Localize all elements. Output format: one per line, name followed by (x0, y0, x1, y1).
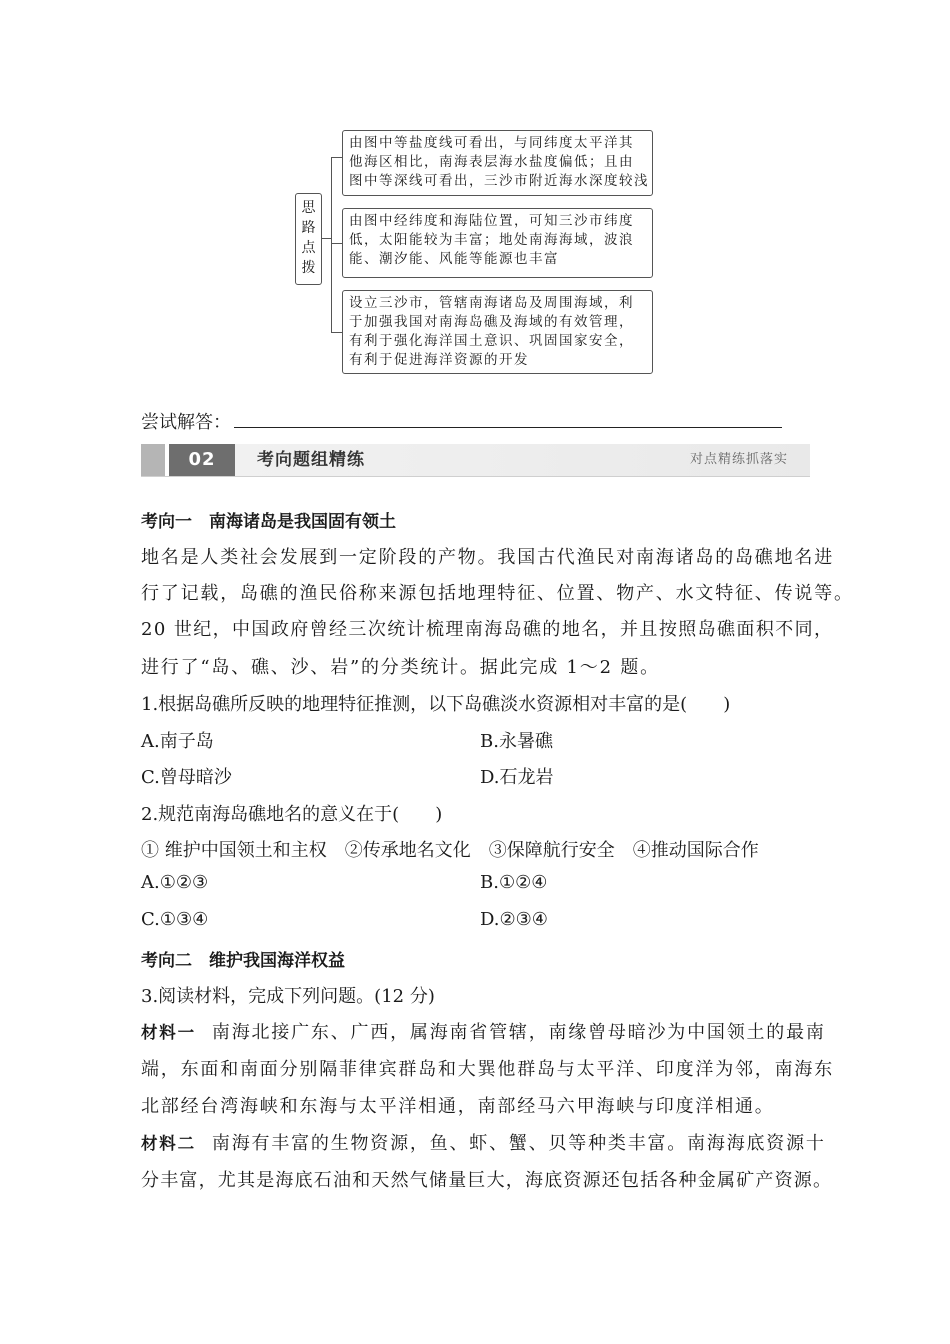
mindmap-connector (331, 243, 342, 244)
question-1-stem: 1.根据岛礁所反映的地理特征推测，以下岛礁淡水资源相对丰富的是( ) (141, 694, 731, 715)
material-1-line: 端，东面和南面分别隔菲律宾群岛和大巽他群岛与太平洋、印度洋为邻，南海东 (141, 1059, 834, 1080)
paragraph-line: 地名是人类社会发展到一定阶段的产物。我国古代渔民对南海诸岛的岛礁地名进 (141, 547, 834, 568)
question-2-option-a: A.①②③ (141, 872, 209, 893)
question-1-option-b: B.永暑礁 (480, 731, 553, 752)
material-1-line (141, 1018, 826, 1044)
mindmap-text: 由图中等盐度线可看出，与同纬度太平洋其 (349, 135, 634, 151)
question-1-option-c: C.曾母暗沙 (141, 767, 232, 788)
question-2-items: ① 维护中国领土和主权 ②传承地名文化 ③保障航行安全 ④推动国际合作 (141, 840, 759, 861)
mindmap-branch-2 (342, 208, 653, 278)
mindmap-text: 他海区相比，南海表层海水盐度偏低；且由 (349, 154, 634, 170)
material-1-text: 南海北接广东、广西，属海南省管辖，南缘曾母暗沙为中国领土的最南 (211, 1022, 826, 1043)
mindmap-connector (331, 157, 332, 332)
material-2-line (141, 1129, 826, 1155)
question-2-option-c: C.①③④ (141, 909, 209, 930)
question-2-stem: 2.规范南海岛礁地名的意义在于( ) (141, 804, 443, 825)
material-2-text: 南海有丰富的生物资源，鱼、虾、蟹、贝等种类丰富。南海海底资源十 (211, 1133, 826, 1154)
material-1-line: 北部经台湾海峡和东海与太平洋相通，南部经马六甲海峡与印度洋相通。 (141, 1096, 775, 1117)
mindmap-root (295, 193, 322, 285)
mindmap-root-char: 思 (301, 200, 316, 216)
mindmap-branch-1 (342, 130, 653, 196)
mindmap-branch-3 (342, 290, 653, 374)
mindmap-text: 有利于促进海洋资源的开发 (349, 352, 529, 368)
question-1-option-d: D.石龙岩 (480, 767, 554, 788)
section-heading-2: 考向二 维护我国海洋权益 (141, 951, 345, 971)
mindmap-connector (331, 332, 342, 333)
mindmap-root-char: 拨 (301, 260, 316, 276)
mindmap-text: 低，太阳能较为丰富；地处南海海域，波浪 (349, 232, 634, 248)
material-2-label: 材料二 (141, 1134, 196, 1153)
question-2-option-d: D.②③④ (480, 909, 548, 930)
mindmap-text: 设立三沙市，管辖南海诸岛及周围海域，利 (349, 295, 634, 311)
paragraph-line: 20 世纪，中国政府曾经三次统计梳理南海岛礁的地名，并且按照岛礁面积不同， (141, 619, 834, 640)
section-banner (141, 444, 810, 477)
mindmap-text: 于加强我国对南海岛礁及海域的有效管理， (349, 314, 634, 330)
answer-blank-line (234, 427, 782, 428)
paragraph-line: 进行了“岛、礁、沙、岩”的分类统计。据此完成 1～2 题。 (141, 657, 660, 678)
mindmap-text: 有利于强化海洋国土意识、巩固国家安全， (349, 333, 634, 349)
question-2-option-b: B.①②④ (480, 872, 548, 893)
mindmap-root-char: 路 (301, 220, 316, 236)
paragraph-line: 行了记载，岛礁的渔民俗称来源包括地理特征、位置、物产、水文特征、传说等。 (141, 583, 854, 604)
banner-subtitle: 对点精练抓落实 (689, 452, 788, 467)
material-2-line: 分丰富，尤其是海底石油和天然气储量巨大，海底资源还包括各种金属矿产资源。 (141, 1170, 833, 1191)
question-1-option-a: A.南子岛 (141, 731, 214, 752)
mindmap-connector (331, 157, 342, 158)
mindmap-text: 由图中经纬度和海陆位置，可知三沙市纬度 (349, 213, 634, 229)
mindmap-text: 图中等深线可看出，三沙市附近海水深度较浅 (349, 173, 649, 189)
question-3-stem: 3.阅读材料，完成下列问题。(12 分) (141, 986, 435, 1007)
mindmap-text: 能、潮汐能、风能等能源也丰富 (349, 251, 559, 267)
section-heading-1: 考向一 南海诸岛是我国固有领土 (141, 512, 396, 532)
mindmap-connector (322, 238, 331, 239)
mindmap-root-char: 点 (301, 240, 316, 256)
banner-title: 考向题组精练 (257, 450, 365, 470)
answer-label: 尝试解答： (141, 412, 231, 433)
material-1-label: 材料一 (141, 1023, 196, 1042)
banner-number: 02 (169, 444, 235, 476)
